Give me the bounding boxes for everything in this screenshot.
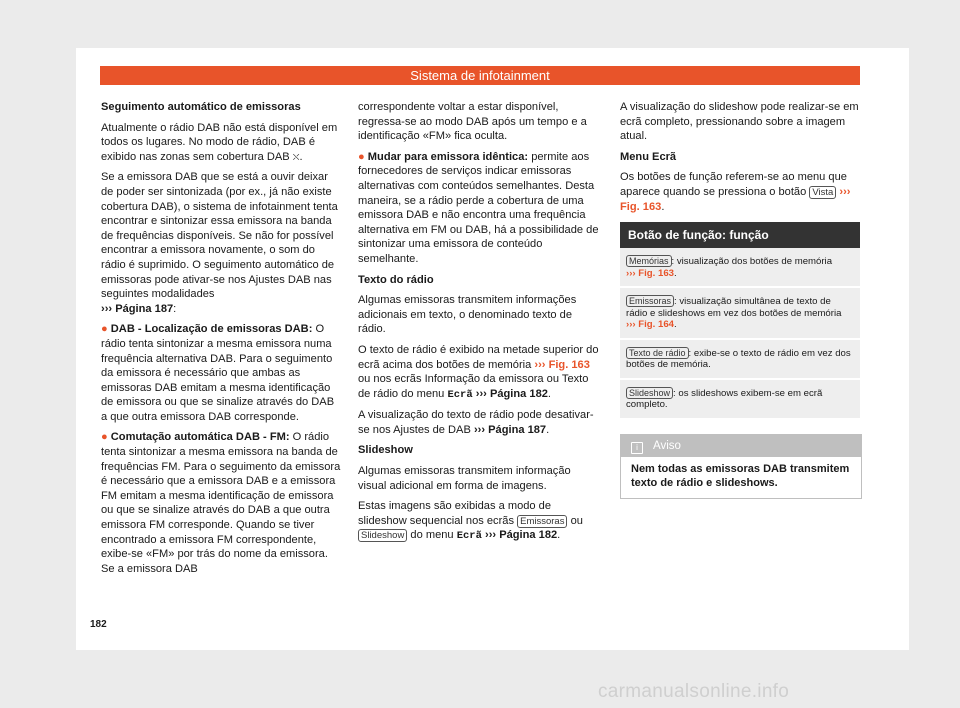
heading-seguimento: Seguimento automático de emissoras bbox=[101, 101, 301, 113]
bullet-icon: ● bbox=[358, 150, 365, 163]
ref-arrow-icon: ››› bbox=[534, 358, 546, 371]
paragraph: A visualização do texto de rádio pode desativar-se nos Ajustes de DAB ››› Página 187. bbox=[358, 409, 594, 436]
heading-slideshow: Slideshow bbox=[358, 444, 413, 457]
key-slideshow: Slideshow bbox=[358, 529, 407, 542]
page-number: 182 bbox=[90, 619, 107, 630]
ref-arrow-icon: ››› bbox=[626, 267, 636, 279]
ref-arrow-icon: ››› bbox=[839, 185, 851, 198]
page-ref[interactable]: Página 187 bbox=[488, 423, 547, 436]
paragraph: Se a emissora DAB que se está a ouvir deixar de poder ser sintonizada (por ex., já não existe cobertura DAB), o sistema de infotainment tenta encontrar e sintonizar essa emissora na banda de frequências disponíveis. Se não for possível encontrar a emissora novamente, o som do rádio é suprimido. O seguimento automático de emissoras pode ativar-se nos Ajustes DAB nas seguintes modalidades ››› Página 187: bbox=[101, 171, 338, 315]
ref-arrow-icon: ››› bbox=[626, 319, 636, 331]
note-header: i Aviso bbox=[621, 435, 861, 457]
page-ref[interactable]: Página 182 bbox=[489, 387, 548, 400]
figure-ref[interactable]: Fig. 163 bbox=[620, 200, 662, 213]
table-header: Botão de função: função bbox=[620, 222, 860, 248]
ref-arrow-icon: ››› bbox=[473, 423, 486, 436]
menu-name: Ecrã bbox=[456, 530, 482, 543]
heading-texto-radio: Texto do rádio bbox=[358, 273, 434, 286]
note-box bbox=[620, 434, 862, 499]
paragraph: A visualização do slideshow pode realizar-se em ecrã completo, pressionando sobre a imagem atual. bbox=[620, 101, 859, 143]
column-2 bbox=[358, 100, 602, 550]
bullet-item: ● Comutação automática DAB - FM: O rádio tenta sintonizar a mesma emissora na banda de frequências FM. Para o seguimento da emissora é necessário que a emissora DAB e a emissora FM emitam a mesma identificação de emissora ou que se sinalize através do DAB a que outra emissora FM corresponde. Quando se tiver encontrado a emissora FM correspondente, exibe-se «FM» por trás do nome da emissora. Se a emissora DAB bbox=[101, 431, 341, 575]
table-row: Texto de rádio : exibe-se o texto de rádio em vez dos botões de memória. bbox=[620, 340, 860, 380]
section-header: Sistema de infotainment bbox=[100, 66, 860, 85]
table-row: Emissoras : visualização simultânea de texto de rádio e slideshows em vez dos botões de memória ››› Fig. 164. bbox=[620, 288, 860, 340]
info-icon: i bbox=[631, 442, 643, 454]
paragraph: Os botões de função referem-se ao menu que aparece quando se pressiona o botão Vista ››› Fig. 163. bbox=[620, 171, 851, 213]
bullet-icon: ● bbox=[101, 431, 108, 444]
function-table bbox=[620, 222, 860, 420]
key-emissoras: Emissoras bbox=[517, 515, 567, 528]
table-row: Slideshow : os slideshows exibem-se em ecrã completo. bbox=[620, 380, 860, 420]
column-3 bbox=[620, 100, 860, 499]
paragraph: Algumas emissoras transmitem informação visual adicional em forma de imagens. bbox=[358, 465, 571, 492]
note-text: Nem todas as emissoras DAB transmitem texto de rádio e slideshows. bbox=[631, 462, 850, 490]
page-ref[interactable]: Página 187 bbox=[115, 302, 174, 315]
bullet-item: ● Mudar para emissora idêntica: permite aos fornecedores de serviços indicar emissoras alternativas com conteúdos semelhantes. Desta maneira, se a rádio perde a cobertura de uma emissora DAB e não encontra uma frequência alternativa em FM ou DAB, há a possibilidade de sintonizar uma emissora de conteúdo semelhante. bbox=[358, 150, 599, 265]
ref-arrow-icon: ››› bbox=[475, 387, 487, 400]
paragraph: Atualmente o rádio DAB não está disponível em todos os lugares. No modo de rádio, DAB é exibido nas zonas sem cobertura DAB ⛌. bbox=[101, 121, 338, 163]
column-1 bbox=[101, 100, 341, 582]
no-dab-icon: ⛌ bbox=[292, 151, 300, 162]
bullet-item: ● DAB - Localização de emissoras DAB: O rádio tenta sintonizar a mesma emissora numa frequência alternativa DAB. Para o seguimento da emissora é necessário que ambas as emissoras DAB emitam a mesma identificação de emissora ou que se sinalize através do DAB a que outra emissora DAB corresponde. bbox=[101, 323, 335, 423]
menu-name: Ecrã bbox=[447, 388, 473, 401]
ref-arrow-icon: ››› bbox=[101, 302, 113, 315]
page-ref[interactable]: Página 182 bbox=[499, 529, 558, 542]
heading-menu-ecra: Menu Ecrã bbox=[620, 150, 677, 163]
paragraph: O texto de rádio é exibido na metade superior do ecrã acima dos botões de memória ››› Fig. 163 ou nos ecrãs Informação da emissora ou Texto de rádio do menu Ecrã ››› Página 182. bbox=[358, 343, 599, 401]
key-vista: Vista bbox=[809, 186, 836, 199]
watermark: carmanualsonline.info bbox=[598, 681, 790, 702]
paragraph: Estas imagens são exibidas a modo de slideshow sequencial nos ecrãs Emissoras ou Slideshow do menu Ecrã ››› Página 182. bbox=[358, 500, 583, 543]
bullet-icon: ● bbox=[101, 323, 108, 336]
ref-arrow-icon: ››› bbox=[485, 529, 497, 542]
table-row: Memórias : visualização dos botões de memória ››› Fig. 163. bbox=[620, 248, 860, 288]
paragraph: Algumas emissoras transmitem informações adicionais em texto, o denominado texto de rádio. bbox=[358, 294, 577, 336]
paragraph: correspondente voltar a estar disponível, regressa-se ao modo DAB após um tempo e a identificação «FM» fica oculta. bbox=[358, 101, 587, 143]
figure-ref[interactable]: Fig. 163 bbox=[548, 358, 590, 371]
